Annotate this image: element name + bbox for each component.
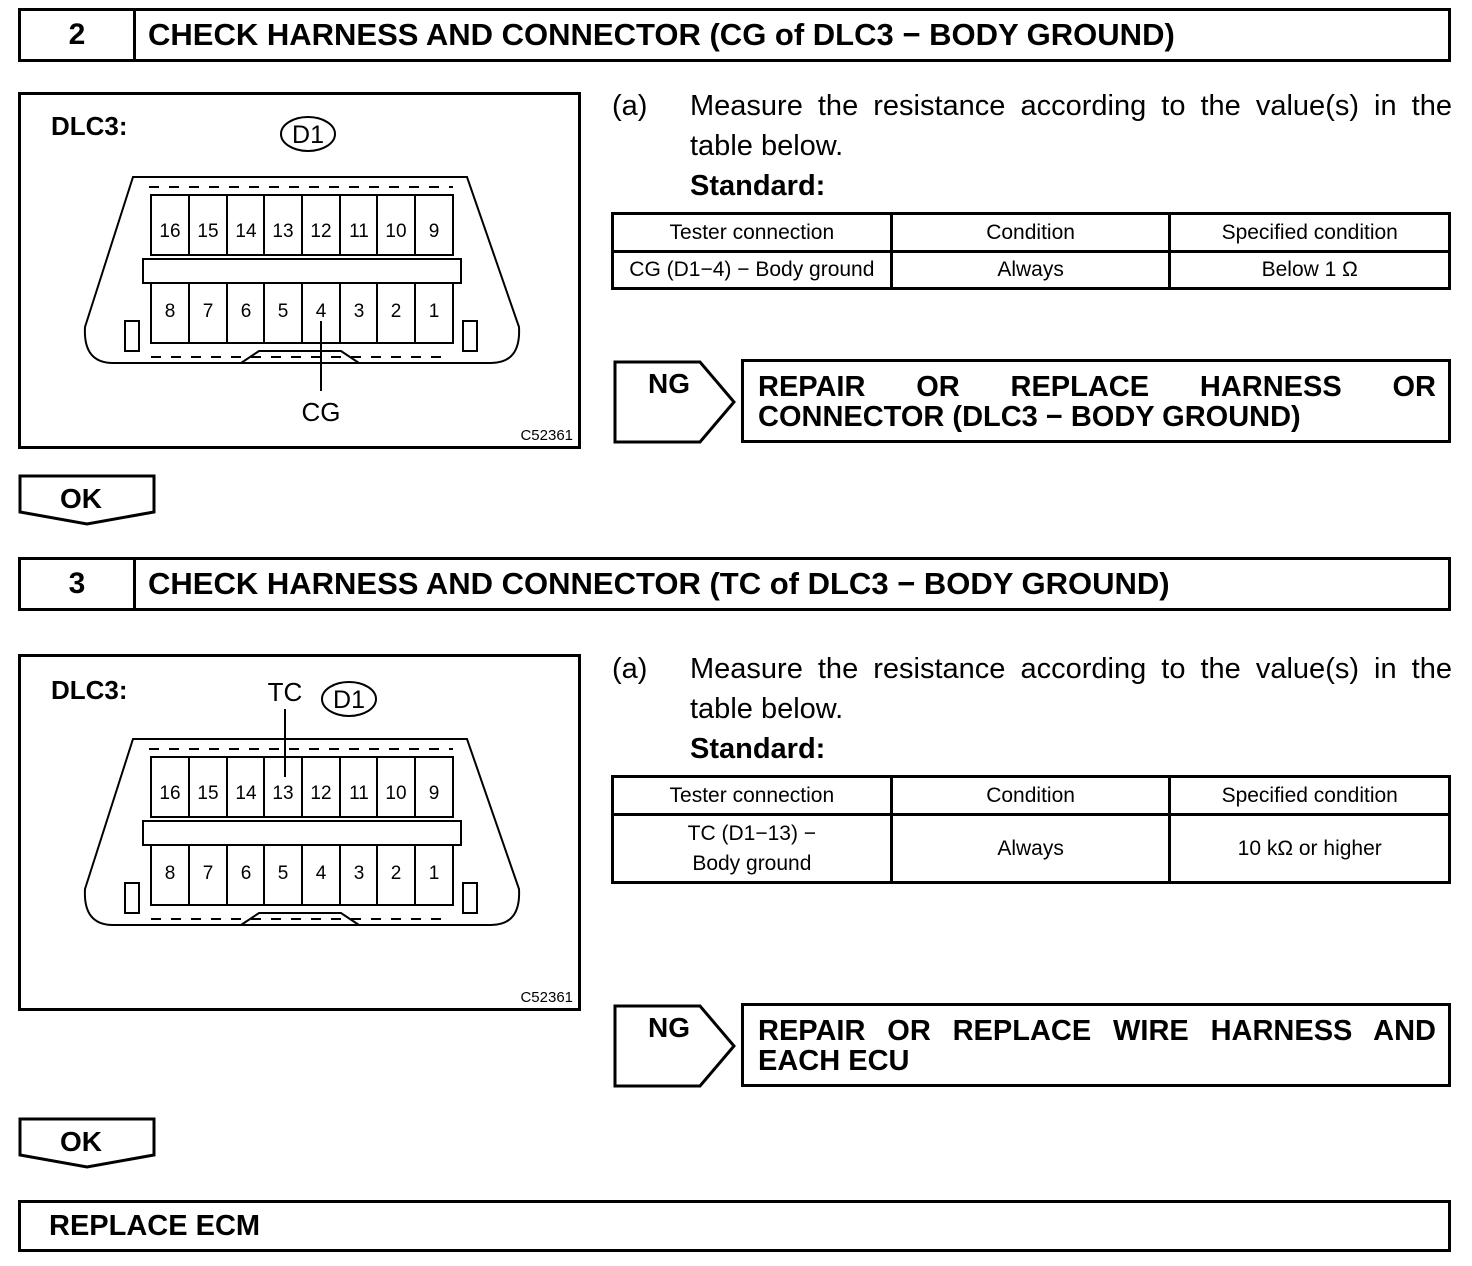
table-cell: Below 1 Ω bbox=[1170, 252, 1450, 289]
figure-label: DLC3: bbox=[51, 675, 128, 705]
pin-3: 3 bbox=[353, 863, 365, 884]
pin-5: 5 bbox=[277, 863, 289, 884]
pin-6: 6 bbox=[240, 863, 252, 884]
pin-13: 13 bbox=[272, 783, 294, 804]
pin-2: 2 bbox=[390, 301, 402, 322]
instruction-text: Measure the resistance according to the value(s) in the table below. bbox=[690, 653, 1452, 725]
figure-label: DLC3: bbox=[51, 111, 128, 141]
pin-1: 1 bbox=[428, 301, 440, 322]
table-cell: 10 kΩ or higher bbox=[1170, 815, 1450, 883]
pin-7: 7 bbox=[202, 301, 214, 322]
step-number: 3 bbox=[21, 560, 136, 608]
step-3-header bbox=[18, 557, 1451, 611]
step-2-instruction bbox=[612, 86, 1452, 211]
table-header: Condition bbox=[891, 777, 1170, 815]
pin-4: 4 bbox=[315, 301, 327, 322]
pin-15: 15 bbox=[197, 783, 219, 804]
ok-label: OK bbox=[60, 483, 102, 514]
table-header: Specified condition bbox=[1170, 777, 1450, 815]
center-bar bbox=[143, 821, 461, 845]
pin-4: 4 bbox=[315, 863, 327, 884]
instruction-marker: (a) bbox=[612, 90, 648, 122]
pin-14: 14 bbox=[235, 783, 257, 804]
table-cell: Always bbox=[891, 252, 1170, 289]
center-bar bbox=[143, 259, 461, 283]
pin-11: 11 bbox=[349, 783, 369, 804]
pin-5: 5 bbox=[277, 301, 289, 322]
step-title: CHECK HARNESS AND CONNECTOR (TC of DLC3 − BODY GROUND) bbox=[148, 566, 1170, 601]
pin-3: 3 bbox=[353, 301, 365, 322]
ok-label: OK bbox=[60, 1126, 102, 1157]
ng-label: NG bbox=[648, 368, 690, 399]
pin-9: 9 bbox=[428, 221, 440, 242]
table-header: Tester connection bbox=[613, 214, 892, 252]
ng-result-box: REPAIR OR REPLACE HARNESS OR CONNECTOR (DLC3 − BODY GROUND) bbox=[741, 359, 1451, 443]
step-2-spec-table bbox=[611, 212, 1451, 290]
instruction-text: Measure the resistance according to the value(s) in the table below. bbox=[690, 90, 1452, 162]
pin-label-cg: CG bbox=[301, 397, 341, 427]
pin-16: 16 bbox=[159, 221, 181, 242]
step-3-spec-table bbox=[611, 775, 1451, 884]
figure-code: C52361 bbox=[520, 989, 573, 1006]
pin-11: 11 bbox=[349, 221, 369, 242]
pin-8: 8 bbox=[164, 301, 176, 322]
pin-16: 16 bbox=[159, 783, 181, 804]
table-cell: Always bbox=[891, 815, 1170, 883]
dlc3-figure-tc bbox=[18, 654, 581, 1011]
table-cell: CG (D1−4) − Body ground bbox=[613, 252, 892, 289]
pin-1: 1 bbox=[428, 863, 440, 884]
instruction-marker: (a) bbox=[612, 653, 648, 685]
dlc3-connector-diagram bbox=[21, 657, 578, 1008]
pin-12: 12 bbox=[310, 221, 332, 242]
pin-14: 14 bbox=[235, 221, 257, 242]
standard-label: Standard: bbox=[690, 170, 826, 202]
step-title: CHECK HARNESS AND CONNECTOR (CG of DLC3 − BODY GROUND) bbox=[148, 17, 1175, 52]
figure-code: C52361 bbox=[520, 427, 573, 444]
pin-9: 9 bbox=[428, 783, 440, 804]
dlc3-figure-cg bbox=[18, 92, 581, 449]
connector-id: D1 bbox=[292, 121, 324, 149]
pin-10: 10 bbox=[385, 783, 407, 804]
table-cell: TC (D1−13) − Body ground bbox=[613, 815, 892, 883]
pin-2: 2 bbox=[390, 863, 402, 884]
final-action-box: REPLACE ECM bbox=[18, 1200, 1451, 1252]
table-row bbox=[613, 252, 1450, 289]
pin-8: 8 bbox=[164, 863, 176, 884]
pin-label-tc: TC bbox=[267, 677, 303, 707]
pin-6: 6 bbox=[240, 301, 252, 322]
step-2-header bbox=[18, 8, 1451, 62]
ng-label: NG bbox=[648, 1012, 690, 1043]
table-header: Specified condition bbox=[1170, 214, 1450, 252]
pin-12: 12 bbox=[310, 783, 332, 804]
pin-7: 7 bbox=[202, 863, 214, 884]
table-row bbox=[613, 815, 1450, 883]
pin-13: 13 bbox=[272, 221, 294, 242]
step-number: 2 bbox=[21, 11, 136, 59]
pin-15: 15 bbox=[197, 221, 219, 242]
step-3-instruction bbox=[612, 649, 1452, 774]
dlc3-connector-diagram bbox=[21, 95, 578, 446]
pin-10: 10 bbox=[385, 221, 407, 242]
table-header: Tester connection bbox=[613, 777, 892, 815]
table-header: Condition bbox=[891, 214, 1170, 252]
ng-result-box: REPAIR OR REPLACE WIRE HARNESS AND EACH ECU bbox=[741, 1003, 1451, 1087]
connector-id: D1 bbox=[333, 686, 365, 714]
standard-label: Standard: bbox=[690, 733, 826, 765]
